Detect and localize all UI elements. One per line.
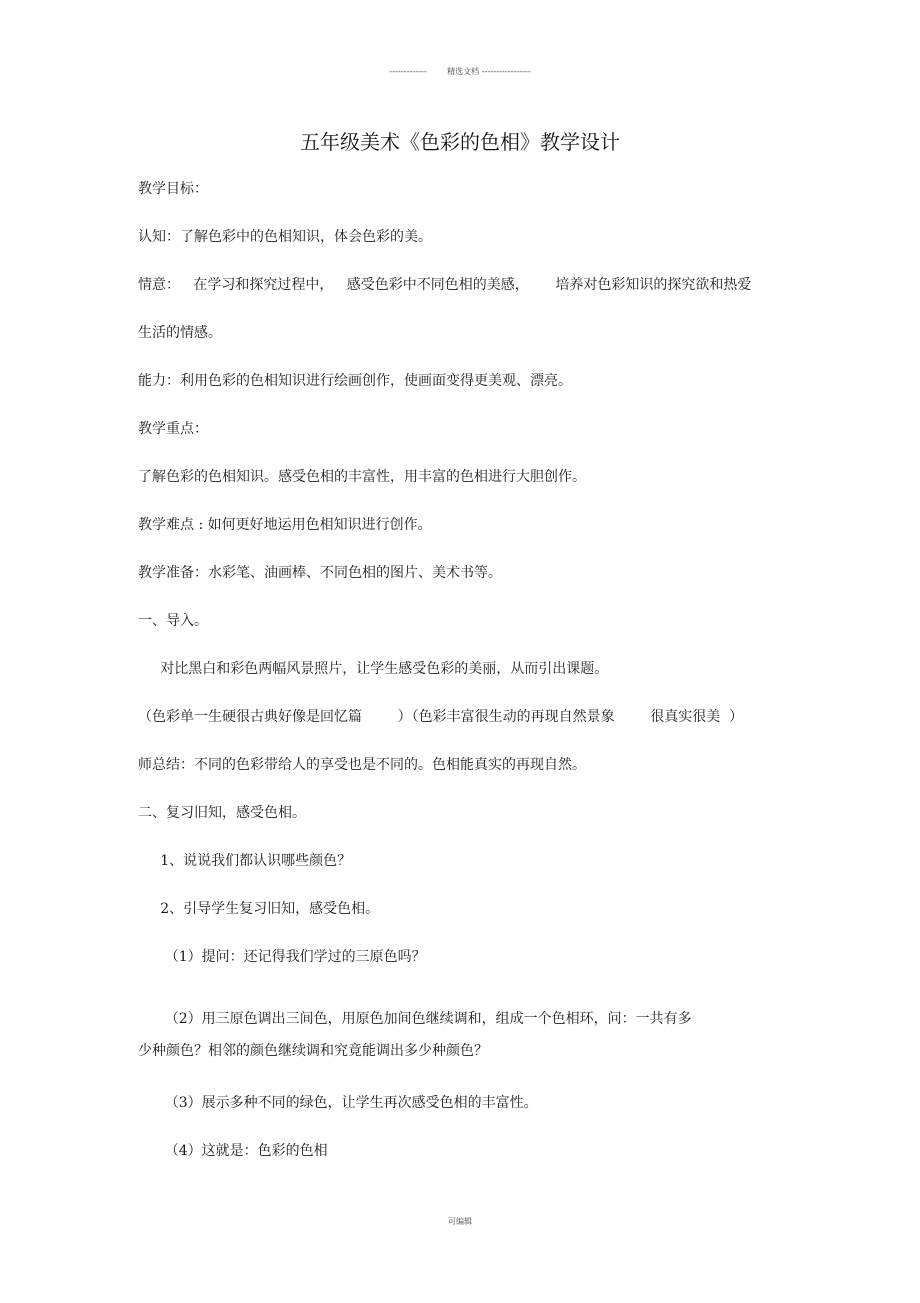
sub-item-4: （4）这就是：色彩的色相 (138, 1143, 328, 1159)
paragraph-emotion: 情意： 在学习和探究过程中， 感受色彩中不同色相的美感， 培养对色彩知识的探究欲和热爱 (138, 277, 752, 293)
document-title: 五年级美术《色彩的色相》教学设计 (300, 130, 620, 154)
paragraph-preparation: 教学准备：水彩笔、油画棒、不同色相的图片、美术书等。 (138, 565, 502, 581)
section-heading-key-points: 教学重点： (138, 421, 208, 437)
sub-item-3: （3）展示多种不同的绿色，让学生再次感受色相的丰富性。 (138, 1095, 538, 1111)
page-footer: 可编辑 (448, 1217, 472, 1226)
list-item-2: 2、引导学生复习旧知，感受色相。 (138, 901, 380, 917)
sub-item-2: （2）用三原色调出三间色，用原色加间色继续调和，组成一个色相环，问：一共有多 (138, 1011, 692, 1027)
section-heading-objectives: 教学目标： (138, 181, 208, 197)
paragraph-cognition: 认知：了解色彩中的色相知识，体会色彩的美。 (138, 229, 432, 245)
page-header: ------------- 精选文档 ----------------- (389, 67, 531, 76)
section-heading-introduction: 一、导入。 (138, 613, 208, 629)
paragraph-emotion-continued: 生活的情感。 (138, 325, 222, 341)
paragraph-difficulties: 教学难点 : 如何更好地运用色相知识进行创作。 (138, 517, 432, 533)
paragraph-photo-comparison: （色彩单一生硬很古典好像是回忆篇 ）（色彩丰富很生动的再现自然景象 很真实很美 ） (138, 709, 744, 725)
sub-item-2-continued: 少种颜色？相邻的颜色继续调和究竟能调出多少种颜色？ (138, 1043, 488, 1059)
section-heading-review: 二、复习旧知，感受色相。 (138, 805, 306, 821)
paragraph-teacher-summary: 师总结：不同的色彩带给人的享受也是不同的。色相能真实的再现自然。 (138, 757, 586, 773)
list-item-1: 1、说说我们都认识哪些颜色？ (138, 853, 352, 869)
paragraph-introduction: 对比黑白和彩色两幅风景照片，让学生感受色彩的美丽，从而引出课题。 (138, 661, 609, 677)
paragraph-ability: 能力：利用色彩的色相知识进行绘画创作，使画面变得更美观、漂亮。 (138, 373, 572, 389)
paragraph-key-points: 了解色彩的色相知识。感受色相的丰富性，用丰富的色相进行大胆创作。 (138, 469, 586, 485)
sub-item-1: （1）提问：还记得我们学过的三原色吗？ (138, 949, 426, 965)
